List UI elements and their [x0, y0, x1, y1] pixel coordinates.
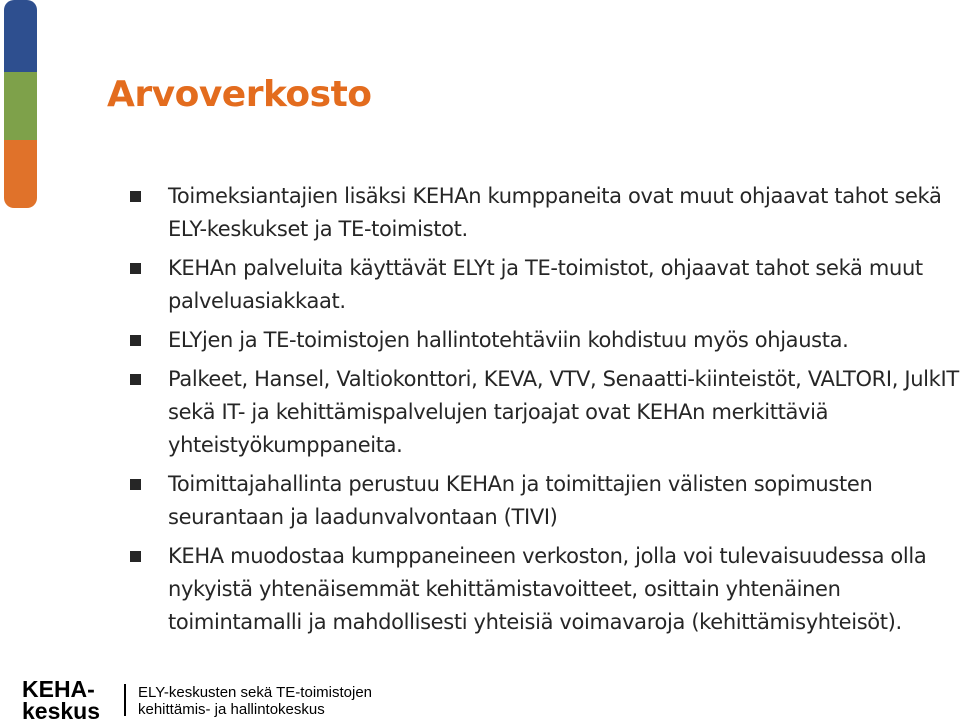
- bullet-list: [130, 180, 960, 645]
- slide-title: Arvoverkosto: [107, 74, 372, 115]
- bullet-text: KEHA muodostaa kumppaneineen verkoston, jolla voi tulevaisuudessa olla nykyistä yhtenäisemmät kehittämistavoitteet, osittain yhtenäinen toimintamalli ja mahdollisesti yhteisiä voimavaroja (kehittämisyhteisöt).: [168, 544, 927, 634]
- accent-bar-blue: [4, 0, 37, 72]
- keha-logo: [22, 678, 100, 722]
- bullet-item: [130, 540, 960, 639]
- org-line-1: ELY-keskusten sekä TE-toimistojen: [138, 684, 373, 701]
- accent-bar-orange: [4, 140, 37, 208]
- bullet-item: [130, 363, 960, 462]
- square-bullet-icon: [130, 263, 141, 274]
- footer-org-name: [138, 684, 372, 718]
- bullet-text: Toimeksiantajien lisäksi KEHAn kumppaneita ovat muut ohjaavat tahot sekä ELY-keskukset ja TE-toimistot.: [168, 184, 942, 241]
- bullet-item: [130, 324, 960, 357]
- square-bullet-icon: [130, 335, 141, 346]
- accent-bar-green: [4, 72, 37, 140]
- square-bullet-icon: [130, 479, 141, 490]
- square-bullet-icon: [130, 374, 141, 385]
- bullet-text: KEHAn palveluita käyttävät ELYt ja TE-toimistot, ohjaavat tahot sekä muut palveluasiakkaat.: [168, 256, 923, 313]
- org-line-2: kehittämis- ja hallintokeskus: [138, 701, 325, 718]
- bullet-text: ELYjen ja TE-toimistojen hallintotehtäviin kohdistuu myös ohjausta.: [168, 328, 849, 352]
- logo-line-1: KEHA-: [22, 676, 95, 702]
- bullet-text: Toimittajahallinta perustuu KEHAn ja toimittajien välisten sopimusten seurantaan ja laadunvalvontaan (TIVI): [168, 472, 873, 529]
- bullet-text: Palkeet, Hansel, Valtiokonttori, KEVA, VTV, Senaatti-kiinteistöt, VALTORI, JulkIT sekä IT- ja kehittämispalvelujen tarjoajat ovat KEHAn merkittäviä yhteistyökumppaneita.: [168, 367, 959, 457]
- bullet-item: [130, 180, 960, 246]
- footer-divider: [124, 684, 126, 716]
- square-bullet-icon: [130, 551, 141, 562]
- bullet-item: [130, 252, 960, 318]
- bullet-item: [130, 468, 960, 534]
- logo-line-2: keskus: [22, 698, 101, 724]
- square-bullet-icon: [130, 191, 141, 202]
